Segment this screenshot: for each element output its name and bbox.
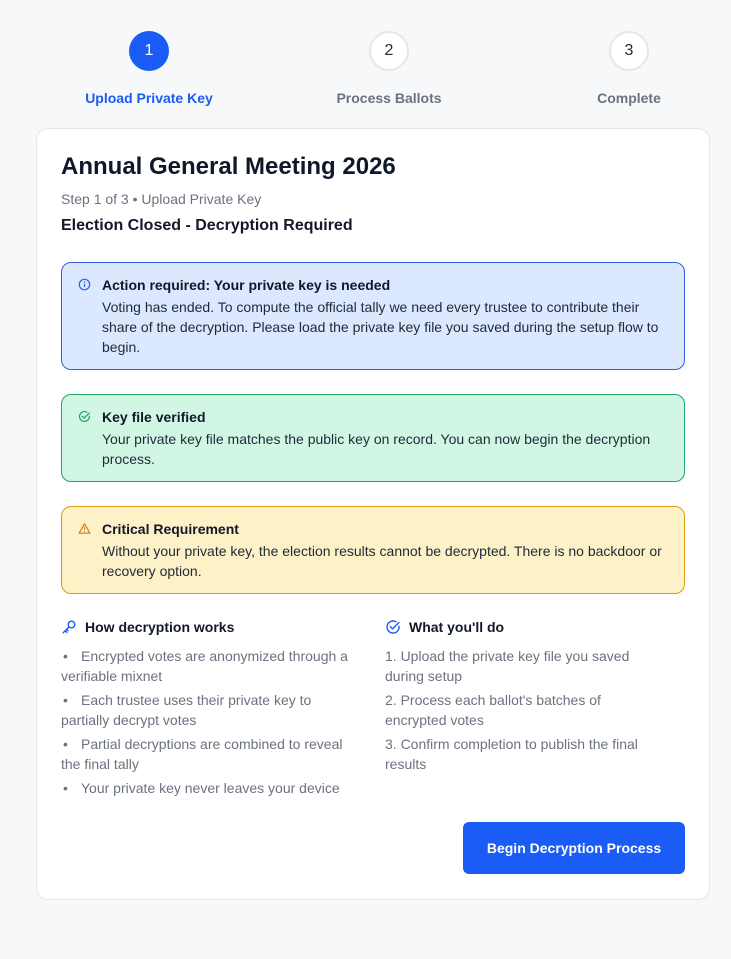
warning-alert [61,506,685,594]
alert-body: Voting has ended. To compute the official tally we need every trustee to contribute their share of the decryption. Please load the private key file you saved during the setup flow to begin. [102,299,659,355]
bullet: • [63,736,68,752]
step-subtitle: Step 1 of 3 • Upload Private Key [61,191,262,207]
list-item: 2. Process each ballot's batches of encrypted votes [385,692,601,728]
list-item: 1. Upload the private key file you saved during setup [385,648,630,684]
key-icon [61,619,77,635]
step-number-badge: 3 [609,31,649,71]
step-label: Complete [597,90,661,106]
step-upload-private-key[interactable] [49,31,249,106]
check-circle-icon [385,619,401,635]
bullet: • [63,692,68,708]
success-alert [61,394,685,482]
step-number-badge: 2 [369,31,409,71]
how-it-works-list [61,646,361,798]
alert-body: Without your private key, the election results cannot be decrypted. There is no backdoor or recovery option. [102,543,662,579]
section-heading-text: How decryption works [85,619,235,635]
warning-triangle-icon [78,522,91,535]
decryption-card [36,128,710,900]
progress-stepper [0,31,731,111]
how-decryption-works-section [61,618,361,802]
section-heading-text: What you'll do [409,619,505,635]
list-item: 3. Confirm completion to publish the final results [385,736,638,772]
what-youll-do-section [385,618,665,778]
bullet: • [63,648,68,664]
list-item: • Each trustee uses their private key to partially decrypt votes [61,692,312,728]
alert-heading: Action required: Your private key is needed [102,277,391,293]
alert-heading: Critical Requirement [102,521,239,537]
alert-heading: Key file verified [102,409,206,425]
step-process-ballots[interactable] [289,31,489,106]
begin-decryption-button[interactable]: Begin Decryption Process [463,822,685,874]
step-number-badge: 1 [129,31,169,71]
steps-list [385,646,665,774]
info-alert [61,262,685,370]
step-label: Process Ballots [336,90,442,106]
step-complete[interactable] [529,31,729,106]
bullet: • [63,780,68,796]
check-circle-icon [78,410,91,423]
section-heading [61,618,361,636]
list-item: • Encrypted votes are anonymized through a verifiable mixnet [61,648,348,684]
election-status: Election Closed - Decryption Required [61,217,353,234]
section-heading [385,618,665,636]
page-title: Annual General Meeting 2026 [61,153,396,180]
step-label: Upload Private Key [85,90,213,106]
list-item: • Partial decryptions are combined to reveal the final tally [61,736,343,772]
list-item: • Your private key never leaves your device [63,780,340,796]
alert-body: Your private key file matches the public key on record. You can now begin the decryption process. [102,431,651,467]
info-icon [78,278,91,291]
